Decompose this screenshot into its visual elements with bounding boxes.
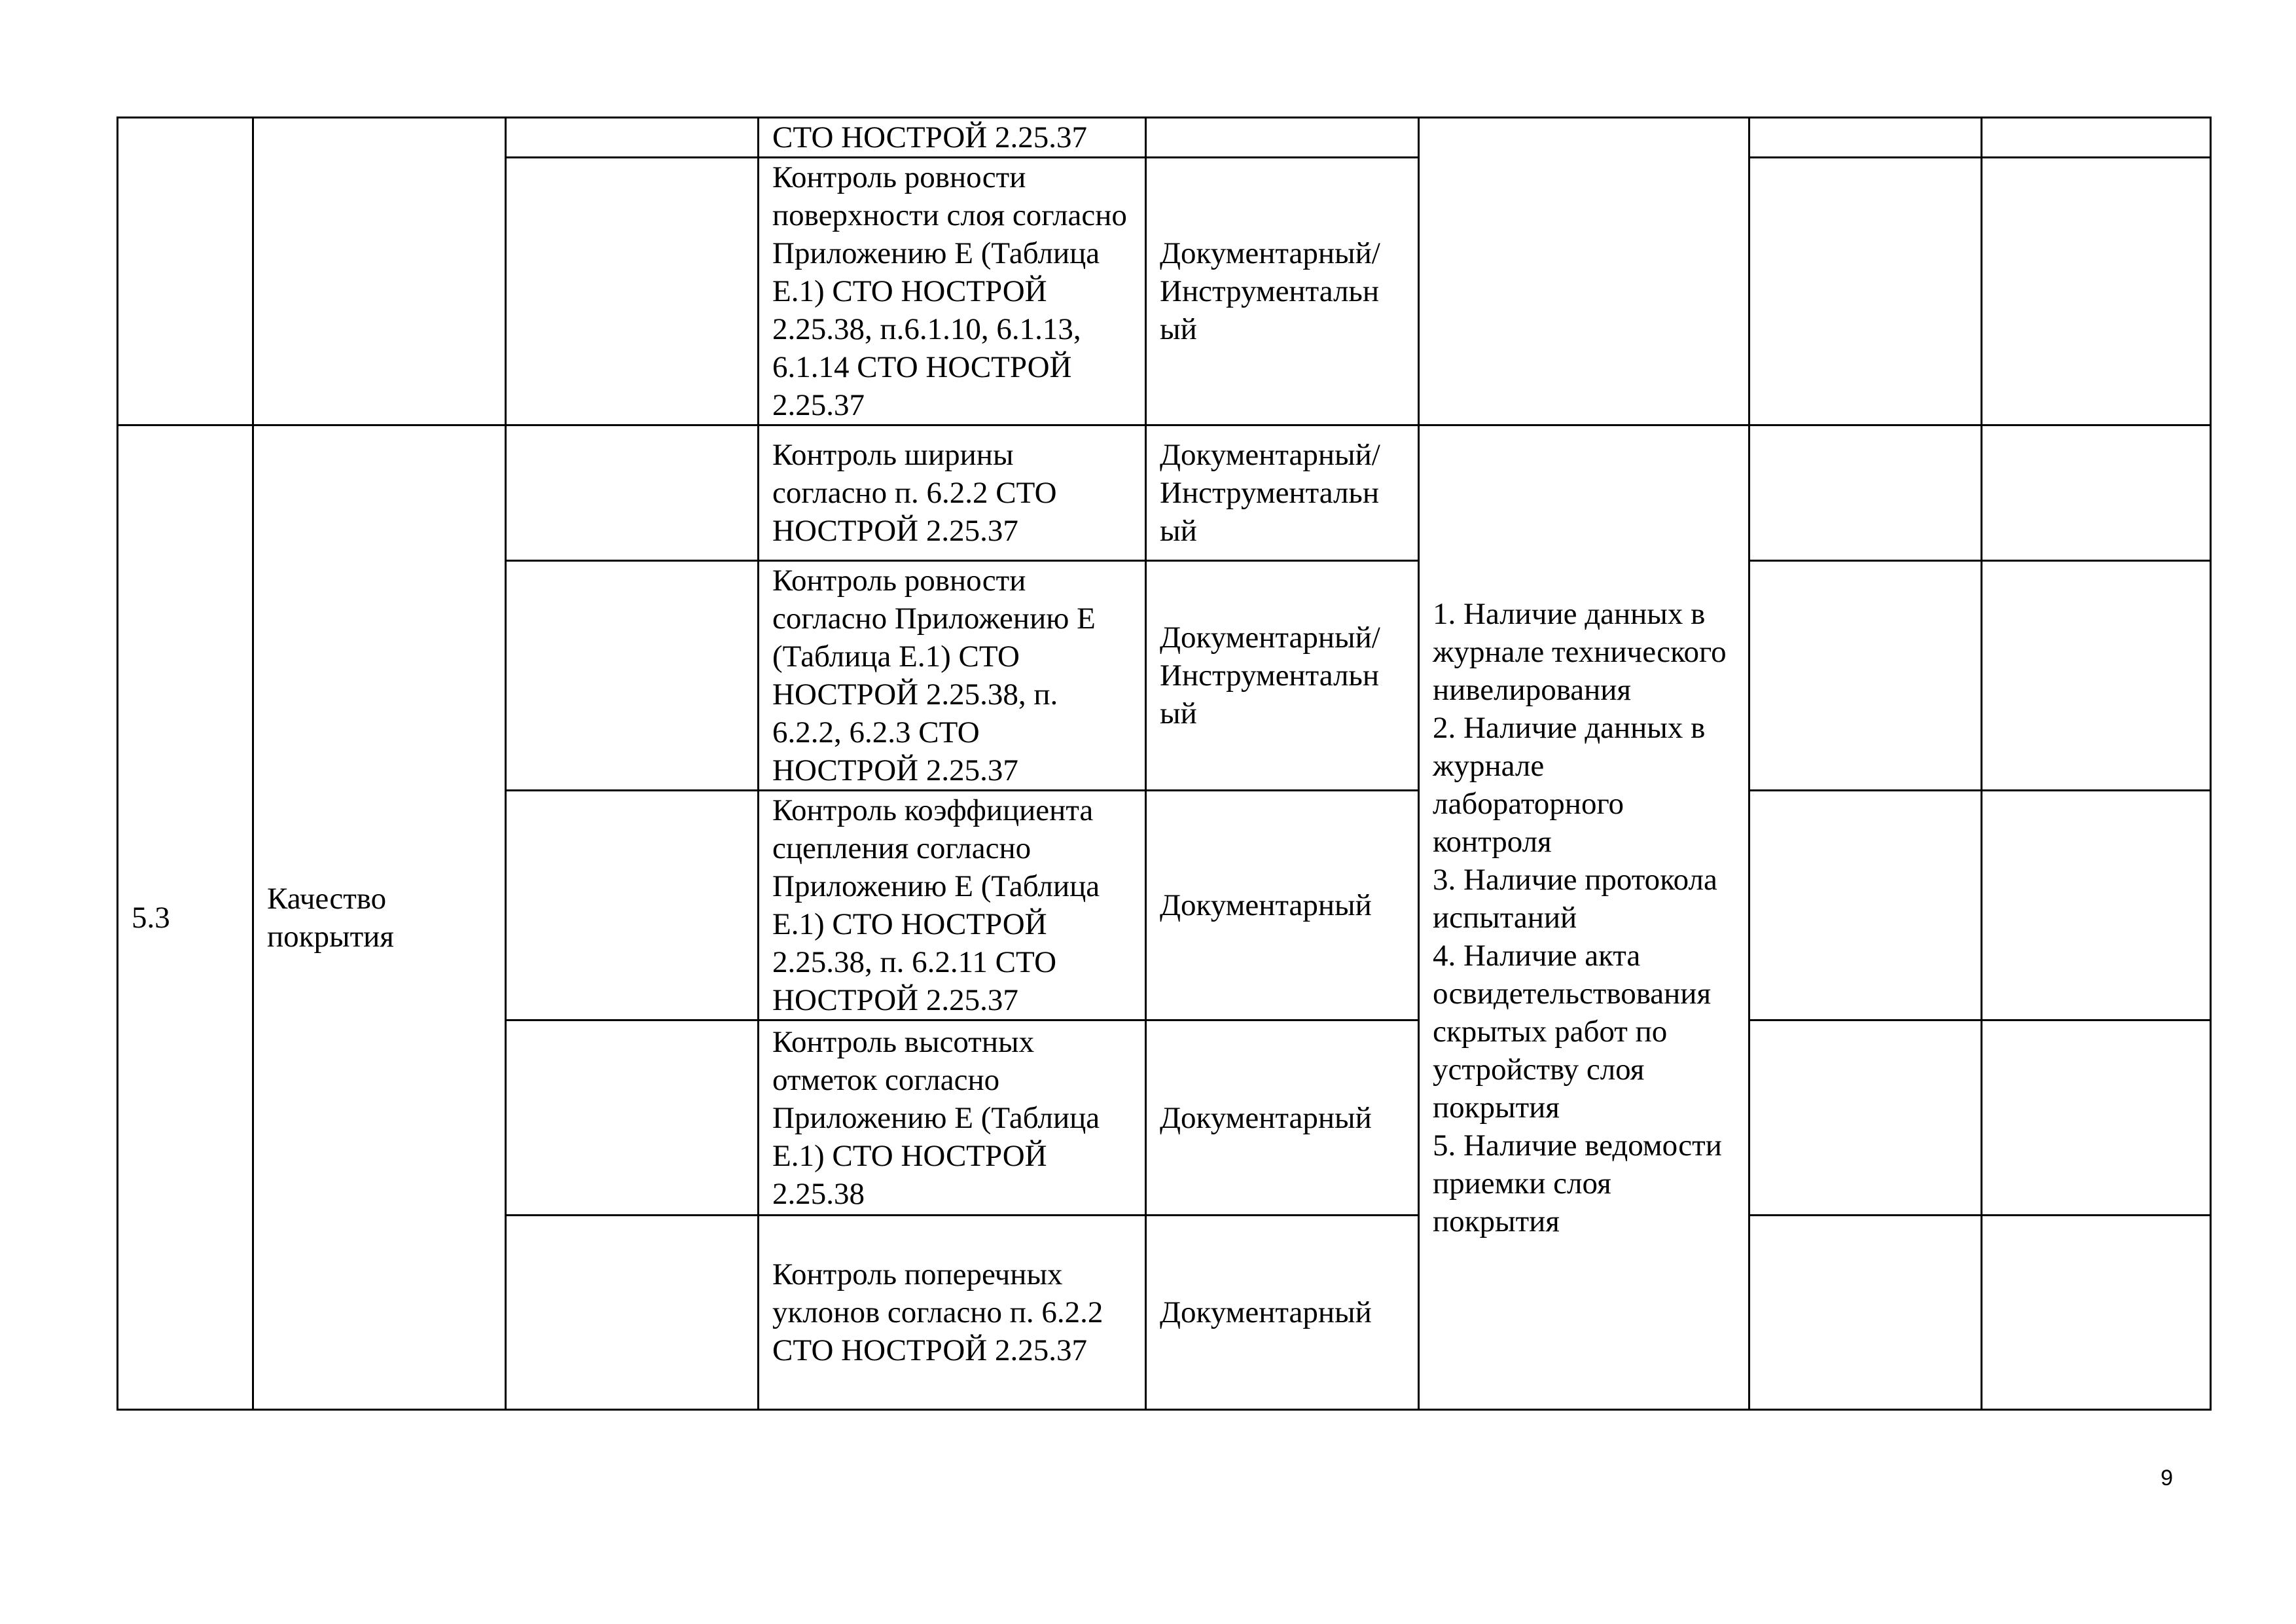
empty-cell	[1982, 791, 2211, 1020]
documents-cell	[1419, 118, 1749, 425]
empty-cell	[1982, 118, 2211, 158]
method-cell	[1146, 118, 1419, 158]
criterion-cell: СТО НОСТРОЙ 2.25.37	[759, 118, 1146, 158]
empty-cell	[506, 118, 759, 158]
empty-cell	[1749, 158, 1982, 425]
inspection-table	[117, 117, 2212, 1411]
section-number: 5.3	[118, 425, 253, 1410]
empty-cell	[506, 1216, 759, 1410]
empty-cell	[506, 791, 759, 1020]
criterion-cell: Контроль высотных отметок согласно Приложению Е (Таблица Е.1) СТО НОСТРОЙ 2.25.38	[759, 1020, 1146, 1216]
empty-cell	[1749, 1020, 1982, 1216]
empty-cell	[1749, 425, 1982, 561]
criterion-cell: Контроль ровности согласно Приложению Е (Таблица Е.1) СТО НОСТРОЙ 2.25.38, п. 6.2.2, 6.2.3 СТО НОСТРОЙ 2.25.37	[759, 561, 1146, 791]
title-cell	[253, 118, 506, 425]
empty-cell	[1749, 1216, 1982, 1410]
page-number: 9	[2161, 1466, 2173, 1490]
section-title: Качество покрытия	[253, 425, 506, 1410]
empty-cell	[506, 1020, 759, 1216]
criterion-cell: Контроль поперечных уклонов согласно п. 6.2.2 СТО НОСТРОЙ 2.25.37	[759, 1216, 1146, 1410]
empty-cell	[1982, 1020, 2211, 1216]
number-cell	[118, 118, 253, 425]
empty-cell	[1982, 561, 2211, 791]
method-cell: Документарный/ Инструментальн ый	[1146, 561, 1419, 791]
criterion-cell: Контроль ровности поверхности слоя согласно Приложению Е (Таблица Е.1) СТО НОСТРОЙ 2.25.38, п.6.1.10, 6.1.13, 6.1.14 СТО НОСТРОЙ 2.25.37	[759, 158, 1146, 425]
method-cell: Документарный/ Инструментальн ый	[1146, 425, 1419, 561]
empty-cell	[1749, 118, 1982, 158]
method-cell: Документарный	[1146, 1216, 1419, 1410]
empty-cell	[1982, 425, 2211, 561]
table-row	[118, 118, 2211, 158]
table-row	[118, 425, 2211, 561]
method-cell: Документарный	[1146, 1020, 1419, 1216]
criterion-cell: Контроль коэффициента сцепления согласно Приложению Е (Таблица Е.1) СТО НОСТРОЙ 2.25.38, п. 6.2.11 СТО НОСТРОЙ 2.25.37	[759, 791, 1146, 1020]
empty-cell	[506, 425, 759, 561]
empty-cell	[1982, 158, 2211, 425]
empty-cell	[1749, 791, 1982, 1020]
method-cell: Документарный/ Инструментальн ый	[1146, 158, 1419, 425]
criterion-cell: Контроль ширины согласно п. 6.2.2 СТО НОСТРОЙ 2.25.37	[759, 425, 1146, 561]
empty-cell	[506, 158, 759, 425]
empty-cell	[1982, 1216, 2211, 1410]
required-documents: 1. Наличие данных в журнале технического нивелирования 2. Наличие данных в журнале лабораторного контроля 3. Наличие протокола испытаний 4. Наличие акта освидетельствования скрытых работ по устройству слоя покрытия 5. Наличие ведомости приемки слоя покрытия	[1419, 425, 1749, 1410]
empty-cell	[1749, 561, 1982, 791]
method-cell: Документарный	[1146, 791, 1419, 1020]
empty-cell	[506, 561, 759, 791]
